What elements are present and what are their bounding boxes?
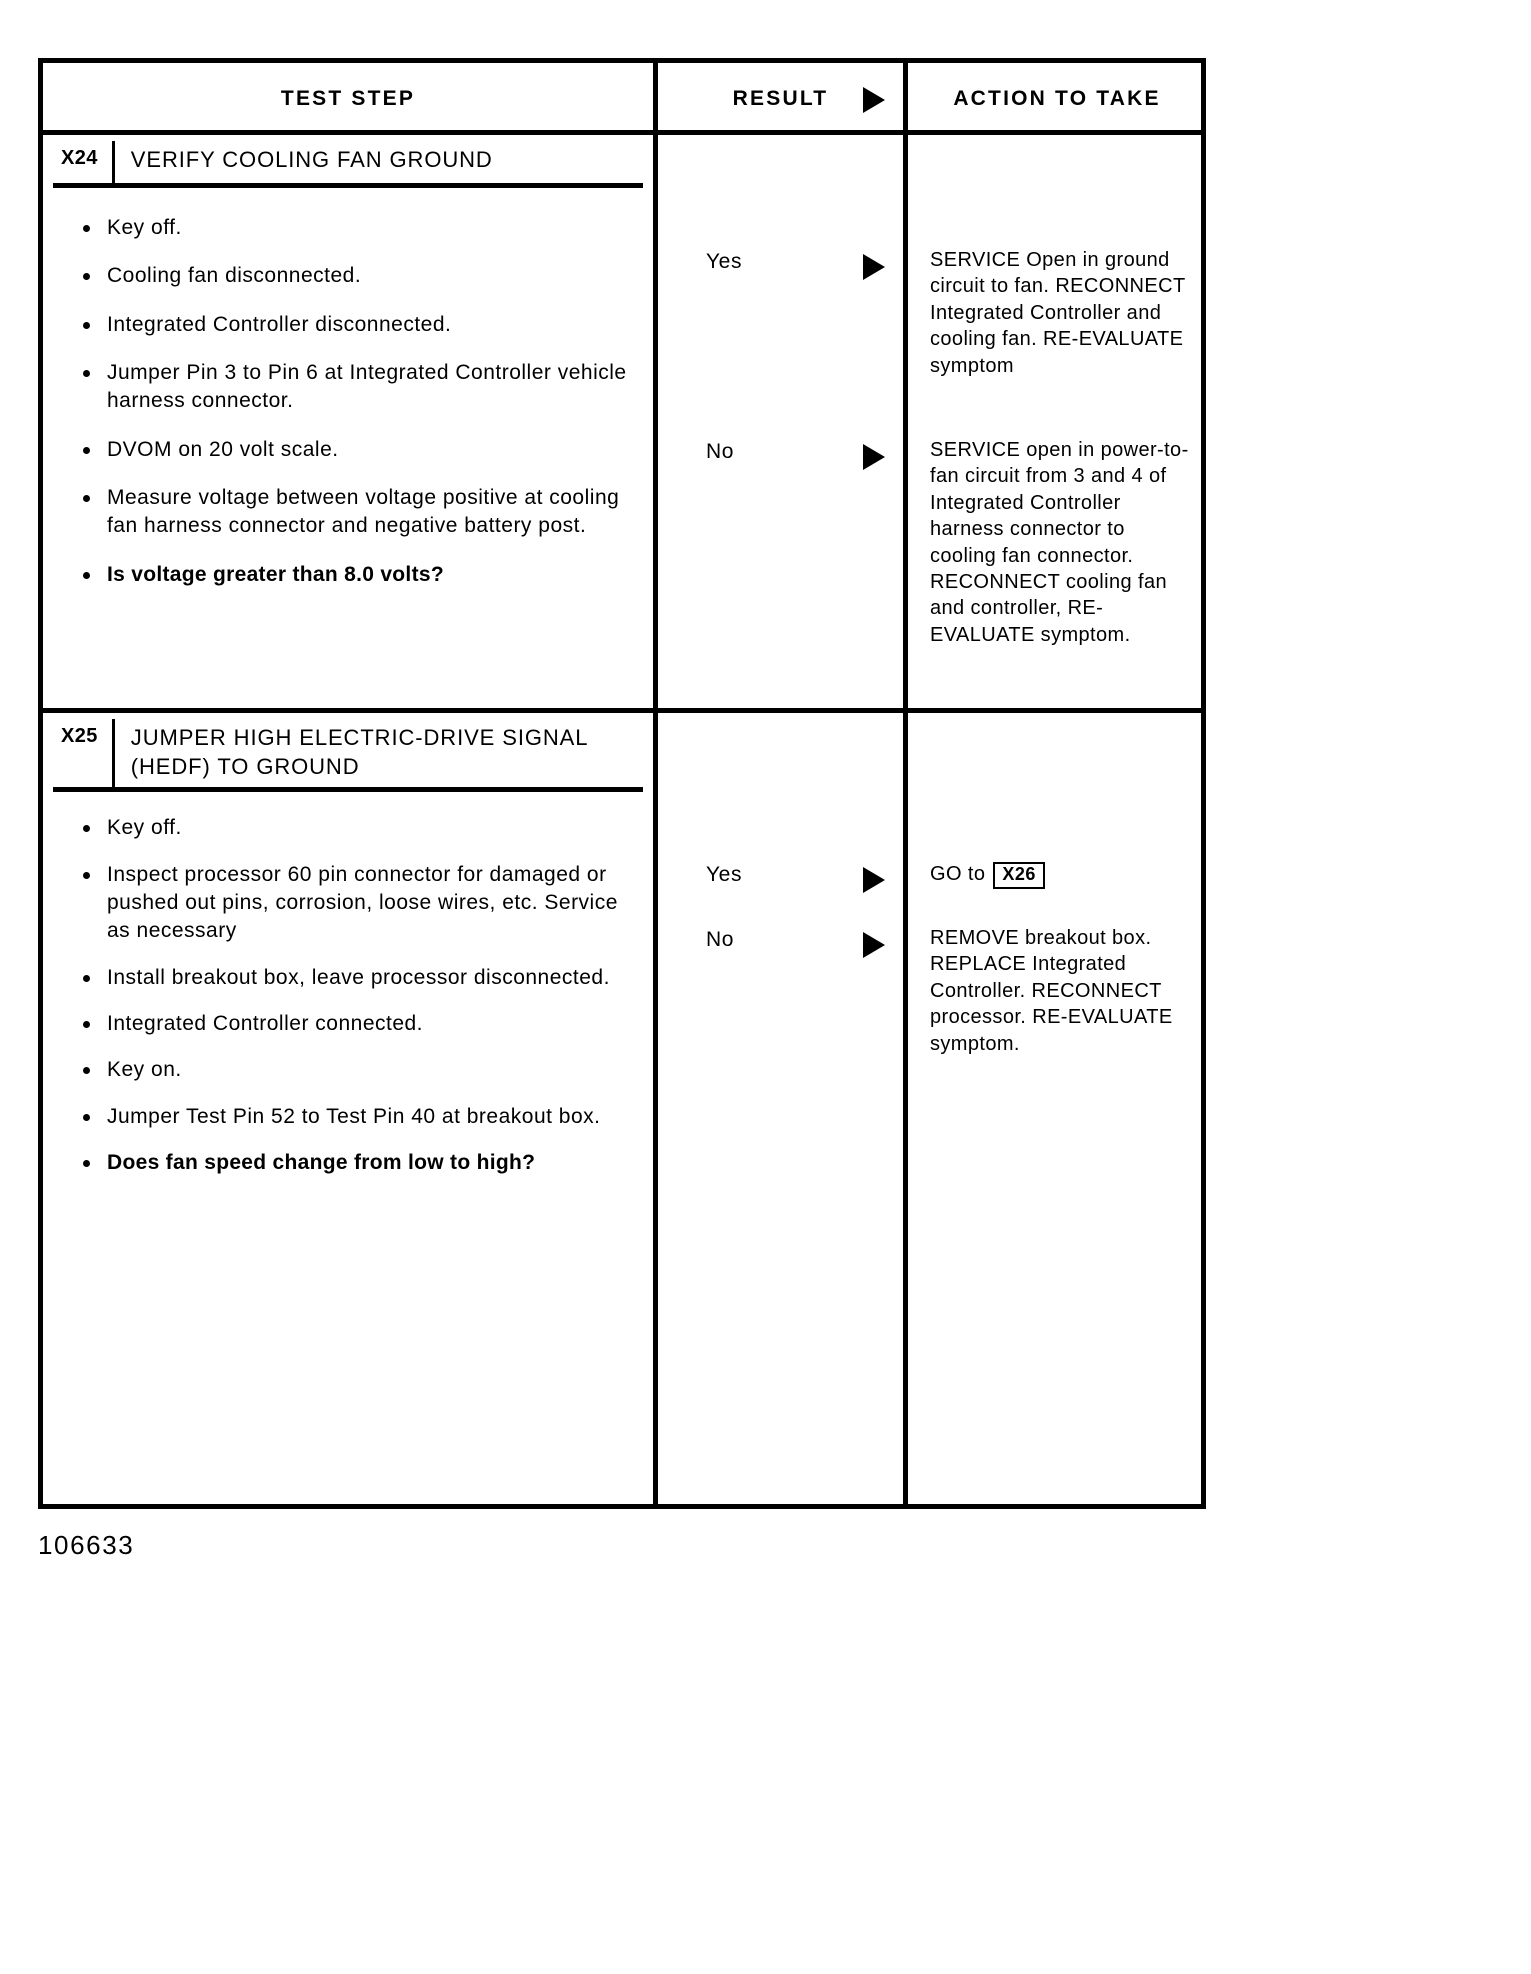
list-item: Measure voltage between voltage positive at cooling fan harness connector and negative battery post.: [77, 484, 627, 541]
action-cell-x24: [908, 135, 1206, 708]
list-item: Install breakout box, leave processor disconnected.: [77, 964, 627, 992]
step-bullet-list-x24: [43, 214, 653, 589]
action-text-yes-x24: SERVICE Open in ground circuit to fan. RECONNECT Integrated Controller and cooling fan. RE-EVALUATE symptom: [930, 249, 1186, 377]
goto-label: GO to: [930, 863, 986, 885]
pinpoint-test-table: [38, 58, 1206, 1509]
result-label: No: [706, 928, 735, 951]
table-header-row: [43, 63, 1201, 135]
step-title-bar-x24: [53, 141, 643, 188]
step-code-x25: X25: [53, 719, 115, 787]
triangle-right-icon: [863, 932, 885, 958]
list-item: Jumper Test Pin 52 to Test Pin 40 at breakout box.: [77, 1103, 627, 1131]
list-item-question: Does fan speed change from low to high?: [77, 1149, 627, 1177]
triangle-right-icon: [863, 87, 885, 113]
test-step-cell-x25: [43, 713, 653, 1509]
step-code-x24: X24: [53, 141, 115, 183]
figure-number: 106633: [38, 1530, 135, 1560]
list-item: Key off.: [77, 814, 627, 842]
list-item: Key on.: [77, 1056, 627, 1084]
action-cell-x25: [908, 713, 1206, 1509]
result-label: Yes: [706, 250, 743, 273]
step-title-bar-x25: [53, 719, 643, 792]
test-step-cell-x24: [43, 135, 653, 708]
header-action-to-take: ACTION TO TAKE: [953, 87, 1161, 110]
list-item: Inspect processor 60 pin connector for damaged or pushed out pins, corrosion, loose wires, etc. Service as necessary: [77, 861, 627, 946]
list-item: DVOM on 20 volt scale.: [77, 436, 627, 464]
action-text-yes-x25: [930, 861, 1192, 889]
header-result: RESULT: [732, 87, 829, 110]
action-text-no-x24: SERVICE open in power-to-fan circuit from 3 and 4 of Integrated Controller harness connector to cooling fan connector. RECONNECT cooling fan and controller, RE-EVALUATE symptom.: [930, 439, 1189, 646]
step-bullet-list-x25: [43, 814, 653, 1177]
result-cell-x25: [658, 713, 903, 1509]
list-item: Jumper Pin 3 to Pin 6 at Integrated Controller vehicle harness connector.: [77, 359, 627, 416]
step-name-x25: JUMPER HIGH ELECTRIC-DRIVE SIGNAL (HEDF) TO GROUND: [130, 725, 588, 779]
triangle-right-icon: [863, 867, 885, 893]
result-cell-x24: [658, 135, 903, 708]
result-row-no-x24: [658, 440, 903, 470]
step-name-x24: VERIFY COOLING FAN GROUND: [130, 147, 493, 172]
list-item: Integrated Controller disconnected.: [77, 311, 627, 339]
triangle-right-icon: [863, 254, 885, 280]
result-label: Yes: [706, 863, 743, 886]
result-row-yes-x24: [658, 250, 903, 280]
action-text-no-x25: REMOVE breakout box. REPLACE Integrated Controller. RECONNECT processor. RE-EVALUATE symptom.: [930, 927, 1173, 1055]
result-row-yes-x25: [658, 863, 903, 893]
triangle-right-icon: [863, 444, 885, 470]
step-reference-link-x26[interactable]: X26: [993, 862, 1045, 889]
header-test-step: TEST STEP: [280, 87, 416, 110]
list-item: Key off.: [77, 214, 627, 242]
result-row-no-x25: [658, 928, 903, 958]
result-label: No: [706, 440, 735, 463]
list-item: Integrated Controller connected.: [77, 1010, 627, 1038]
list-item: Cooling fan disconnected.: [77, 262, 627, 290]
list-item-question: Is voltage greater than 8.0 volts?: [77, 561, 627, 589]
